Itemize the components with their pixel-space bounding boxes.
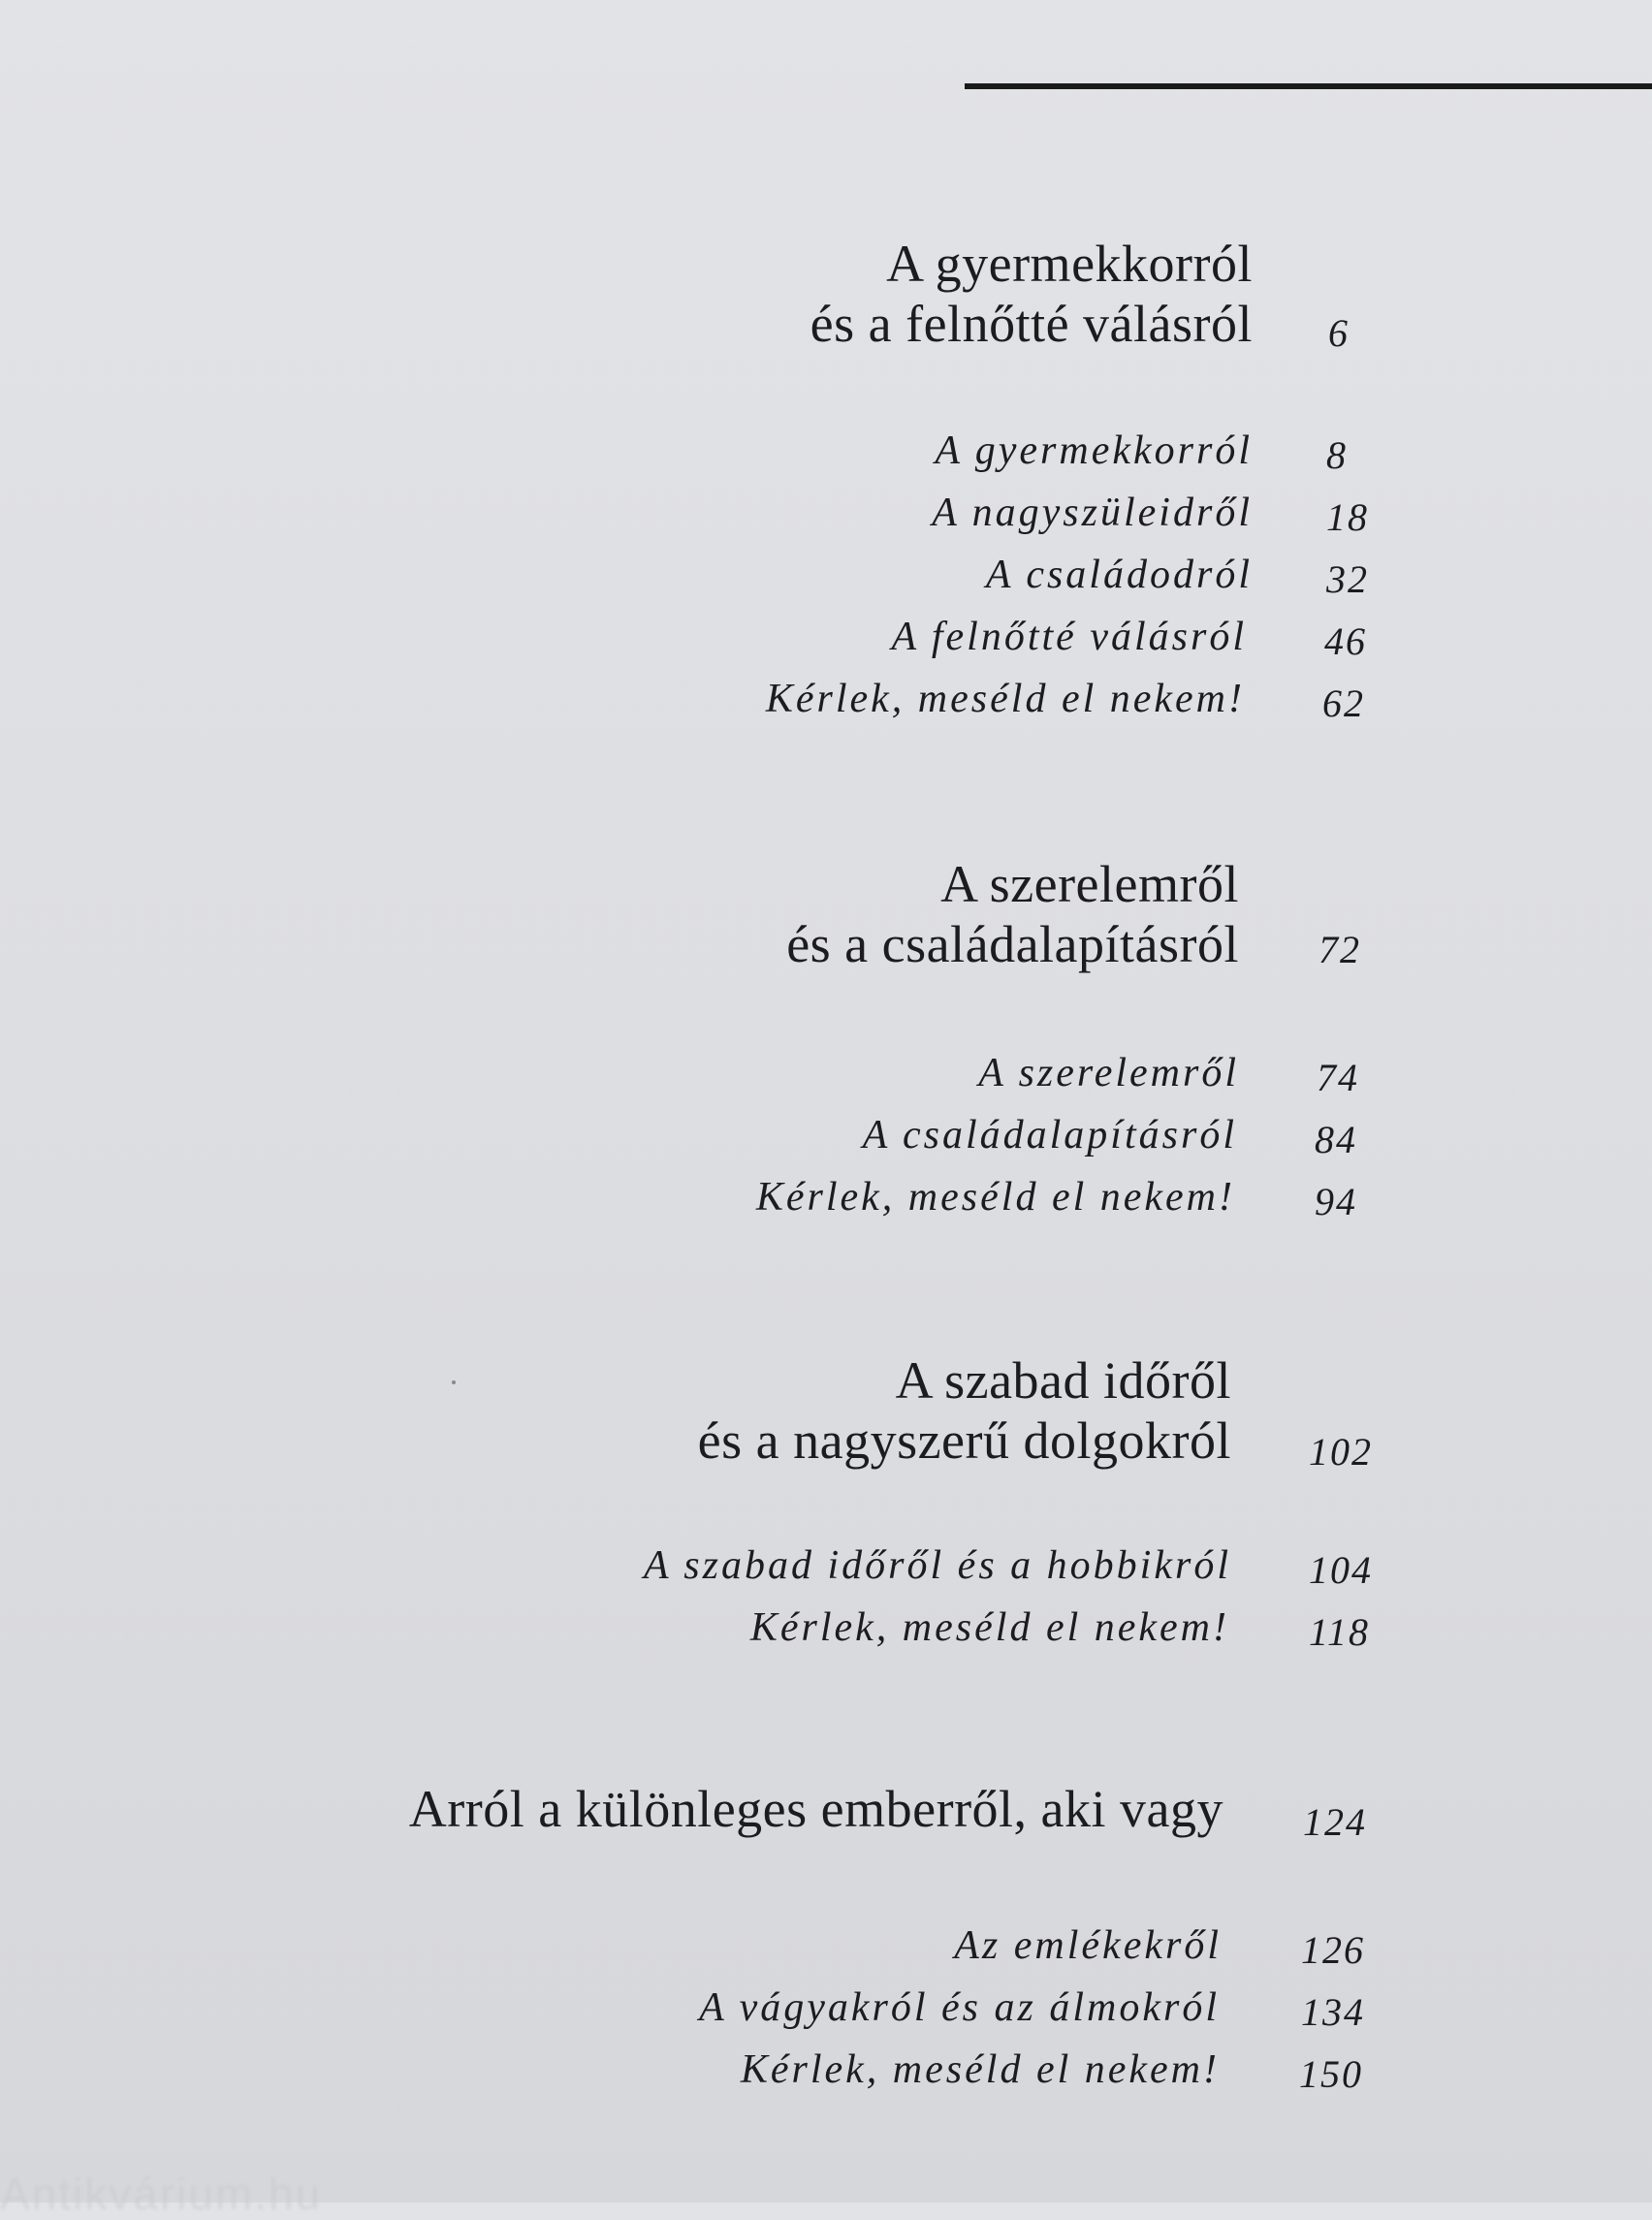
section-title-line: és a nagyszerű dolgokról: [697, 1411, 1231, 1470]
section-page-number: 6: [1328, 311, 1350, 355]
toc-item-label: A nagyszüleidről: [932, 491, 1253, 535]
toc-item-label: Az emlékekről: [954, 1923, 1222, 1968]
watermark: Antikvárium.hu: [0, 2169, 323, 2219]
section-page-number: 124: [1303, 1800, 1367, 1844]
toc-item-page: 94: [1315, 1180, 1357, 1223]
toc-item-page: 104: [1309, 1548, 1373, 1592]
toc-item-label: A családalapításról: [862, 1113, 1237, 1158]
toc-item-label: Kérlek, meséld el nekem!: [749, 1605, 1229, 1650]
toc-item-label: A vágyakról és az álmokról: [699, 1985, 1220, 2030]
toc-item-page: 46: [1324, 619, 1367, 663]
toc-item-page: 8: [1326, 433, 1348, 477]
section-title-line: A szabad időről: [895, 1351, 1231, 1410]
toc-item-label: Kérlek, meséld el nekem!: [755, 1175, 1235, 1220]
section-page-number: 102: [1309, 1430, 1373, 1474]
toc-item-page: 126: [1301, 1928, 1365, 1972]
toc-item-page: 74: [1317, 1056, 1359, 1099]
top-rule: [965, 83, 1652, 89]
toc-item-page: 118: [1309, 1610, 1371, 1654]
toc-item-label: A felnőtté válásról: [891, 615, 1247, 659]
toc-item-label: Kérlek, meséld el nekem!: [765, 677, 1245, 721]
section-page-number: 72: [1318, 928, 1361, 971]
toc-item-label: A családodról: [985, 553, 1253, 597]
toc-item-page: 62: [1322, 682, 1365, 725]
toc-item-label: Kérlek, meséld el nekem!: [740, 2047, 1220, 2092]
section-title-line: A szerelemről: [940, 855, 1239, 913]
toc-item-label: A szabad időről és a hobbikról: [643, 1543, 1231, 1588]
section-title-line: és a családalapításról: [786, 915, 1239, 973]
section-title-line: Arról a különleges emberről, aki vagy: [408, 1780, 1223, 1838]
toc-item-page: 150: [1299, 2052, 1363, 2096]
toc-item-label: A szerelemről: [978, 1051, 1239, 1095]
toc-item-page: 84: [1315, 1118, 1357, 1161]
section-title-line: A gyermekkorról: [886, 235, 1253, 293]
section-title-line: és a felnőtté válásról: [810, 295, 1253, 353]
toc-item-label: A gyermekkorról: [935, 428, 1253, 473]
toc-item-page: 32: [1326, 557, 1369, 601]
toc-item-page: 134: [1301, 1990, 1365, 2034]
toc-item-page: 18: [1326, 495, 1369, 539]
